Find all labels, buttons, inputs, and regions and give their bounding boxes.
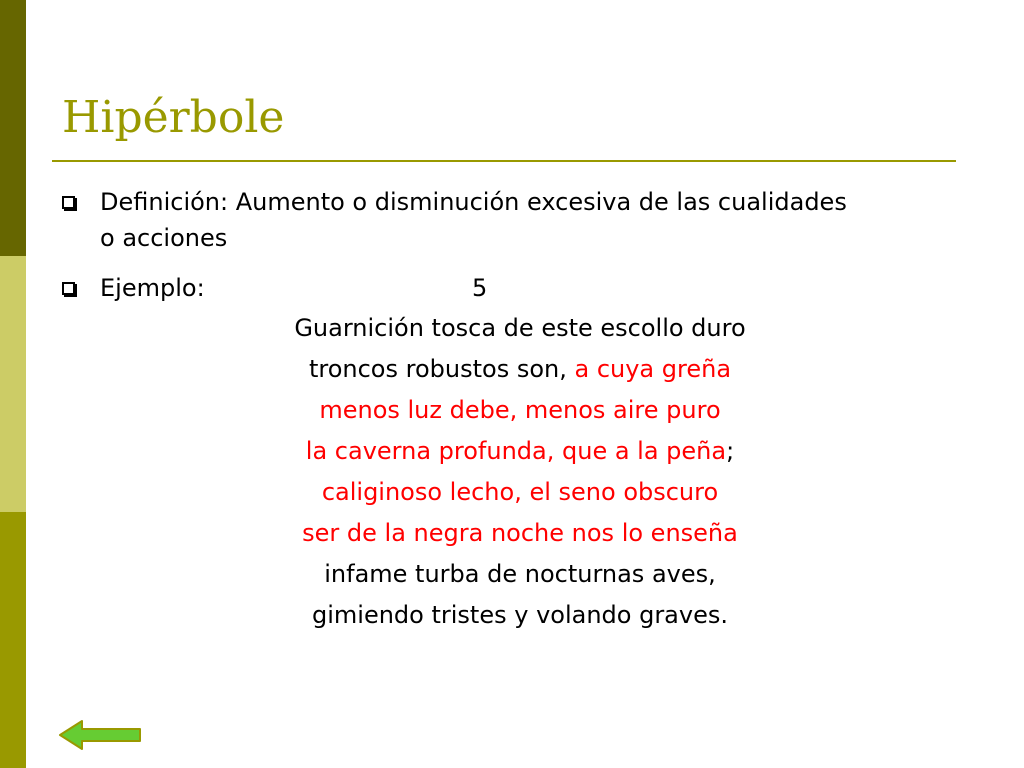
highlighted-verse-text: caliginoso lecho, el seno obscuro — [321, 478, 719, 506]
sidebar-stripe-bottom — [0, 512, 26, 768]
sidebar-stripe-middle — [0, 256, 26, 512]
verse-text: ; — [726, 437, 735, 465]
highlighted-verse-text: ser de la negra noche nos lo enseña — [302, 519, 738, 547]
highlighted-verse-text: menos luz debe, menos aire puro — [319, 396, 721, 424]
poem-line — [140, 513, 900, 554]
slide-title: Hipérbole — [62, 92, 285, 143]
bullet-definition — [62, 184, 862, 256]
definition-text: Definición: Aumento o disminución excesiva de las cualidades o acciones — [100, 188, 847, 252]
checkbox-bullet-icon — [62, 196, 75, 209]
verse-text: troncos robustos son, — [308, 355, 575, 383]
poem-line — [140, 554, 900, 595]
highlighted-verse-text: la caverna profunda, que a la peña — [305, 437, 727, 465]
poem-line — [140, 390, 900, 431]
poem-line — [140, 308, 900, 349]
checkbox-bullet-icon — [62, 282, 75, 295]
verse-text: Guarnición tosca de este escollo duro — [294, 314, 746, 342]
back-arrow-icon[interactable] — [58, 718, 144, 752]
verse-text: infame turba de nocturnas aves, — [324, 560, 716, 588]
poem-line — [140, 431, 900, 472]
poem-line — [140, 349, 900, 390]
example-number: 5 — [472, 274, 488, 302]
example-label: Ejemplo: — [100, 274, 205, 302]
highlighted-verse-text: a cuya greña — [574, 355, 732, 383]
poem-verses — [140, 308, 900, 636]
title-divider — [52, 160, 956, 162]
sidebar-stripe-top — [0, 0, 26, 256]
poem-line — [140, 472, 900, 513]
poem-line — [140, 595, 900, 636]
verse-text: gimiendo tristes y volando graves. — [312, 601, 728, 629]
bullet-example — [62, 270, 862, 306]
